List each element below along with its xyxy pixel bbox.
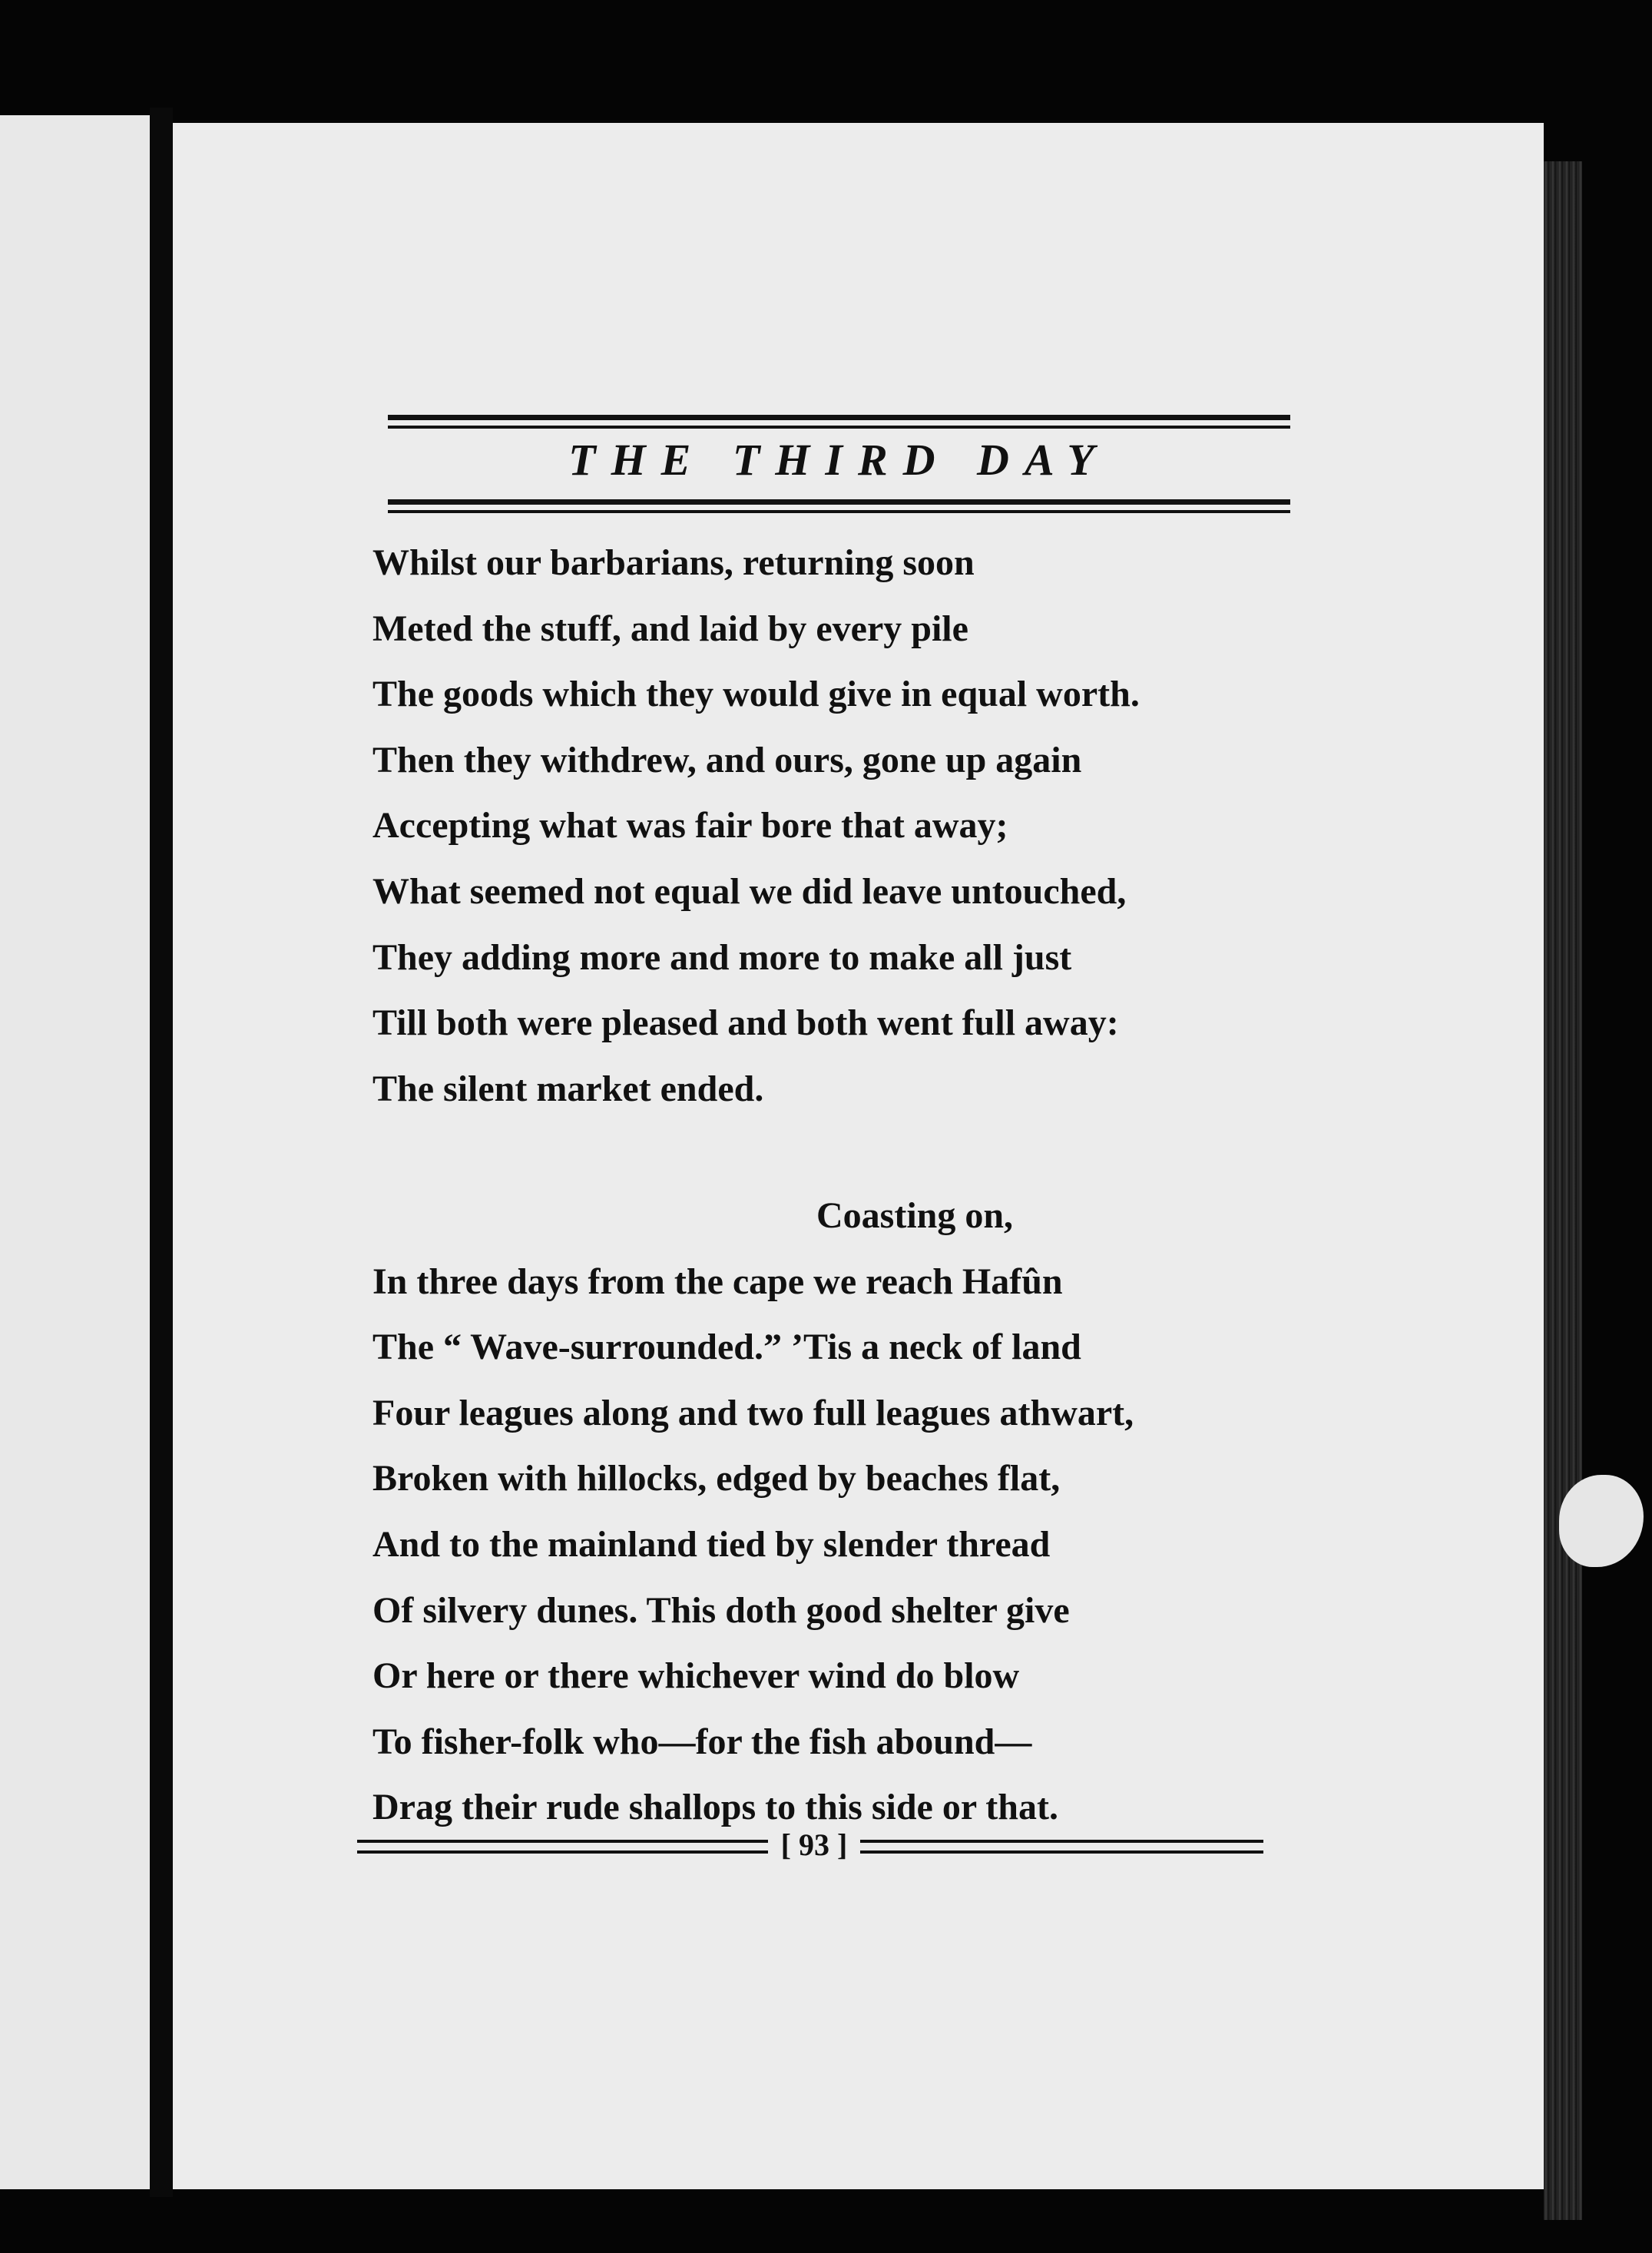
- verse-line: Drag their rude shallops to this side or that.: [372, 1787, 1058, 1828]
- verse-line: Then they withdrew, and ours, gone up again: [372, 739, 1082, 780]
- verse-line: The “ Wave-surrounded.” ’Tis a neck of land: [372, 1327, 1081, 1368]
- book-gutter: [150, 108, 173, 2197]
- verse-line: Whilst our barbarians, returning soon: [372, 542, 975, 583]
- verse-line: Meted the stuff, and laid by every pile: [372, 608, 968, 649]
- footer-rule-left-top: [357, 1840, 768, 1843]
- verse-line: And to the mainland tied by slender thread: [372, 1523, 1051, 1565]
- page-number: [ 93 ]: [780, 1827, 848, 1862]
- book-page: [173, 123, 1544, 2189]
- verse-line: What seemed not equal we did leave untouched,: [372, 870, 1127, 912]
- page-stack-edge: [1544, 161, 1582, 2220]
- stanza-two: [372, 1183, 1134, 1841]
- verse-line: Till both were pleased and both went full away:: [372, 1002, 1119, 1044]
- header-rule-bottom-thick: [388, 499, 1290, 505]
- verse-line: In three days from the cape we reach Hafûn: [372, 1261, 1063, 1302]
- verse-line: They adding more and more to make all just: [372, 936, 1072, 978]
- verse-line: Accepting what was fair bore that away;: [372, 805, 1008, 847]
- header-rule-top-thick: [388, 415, 1290, 420]
- scan-background: [1582, 0, 1652, 2253]
- facing-page-edge: [0, 115, 154, 2189]
- verse-line: Coasting on,: [816, 1195, 1014, 1236]
- verse-line: The silent market ended.: [372, 1068, 764, 1109]
- page-title: THE THIRD DAY: [568, 435, 1110, 485]
- footer-rule-right-bottom: [860, 1850, 1263, 1854]
- verse-line: Of silvery dunes. This doth good shelter give: [372, 1589, 1070, 1631]
- stanza-one: [372, 530, 1140, 1122]
- verse-line: To fisher-folk who—for the fish abound—: [372, 1721, 1032, 1762]
- footer-rule-left-bottom: [357, 1850, 768, 1854]
- header-rule-bottom-thin: [388, 510, 1290, 513]
- verse-line: Or here or there whichever wind do blow: [372, 1655, 1020, 1697]
- footer-rule-right-top: [860, 1840, 1263, 1843]
- verse-line: Broken with hillocks, edged by beaches flat,: [372, 1458, 1061, 1499]
- verse-line: Four leagues along and two full leagues athwart,: [372, 1392, 1134, 1433]
- header-rule-top-thin: [388, 426, 1290, 429]
- verse-line: The goods which they would give in equal worth.: [372, 674, 1140, 715]
